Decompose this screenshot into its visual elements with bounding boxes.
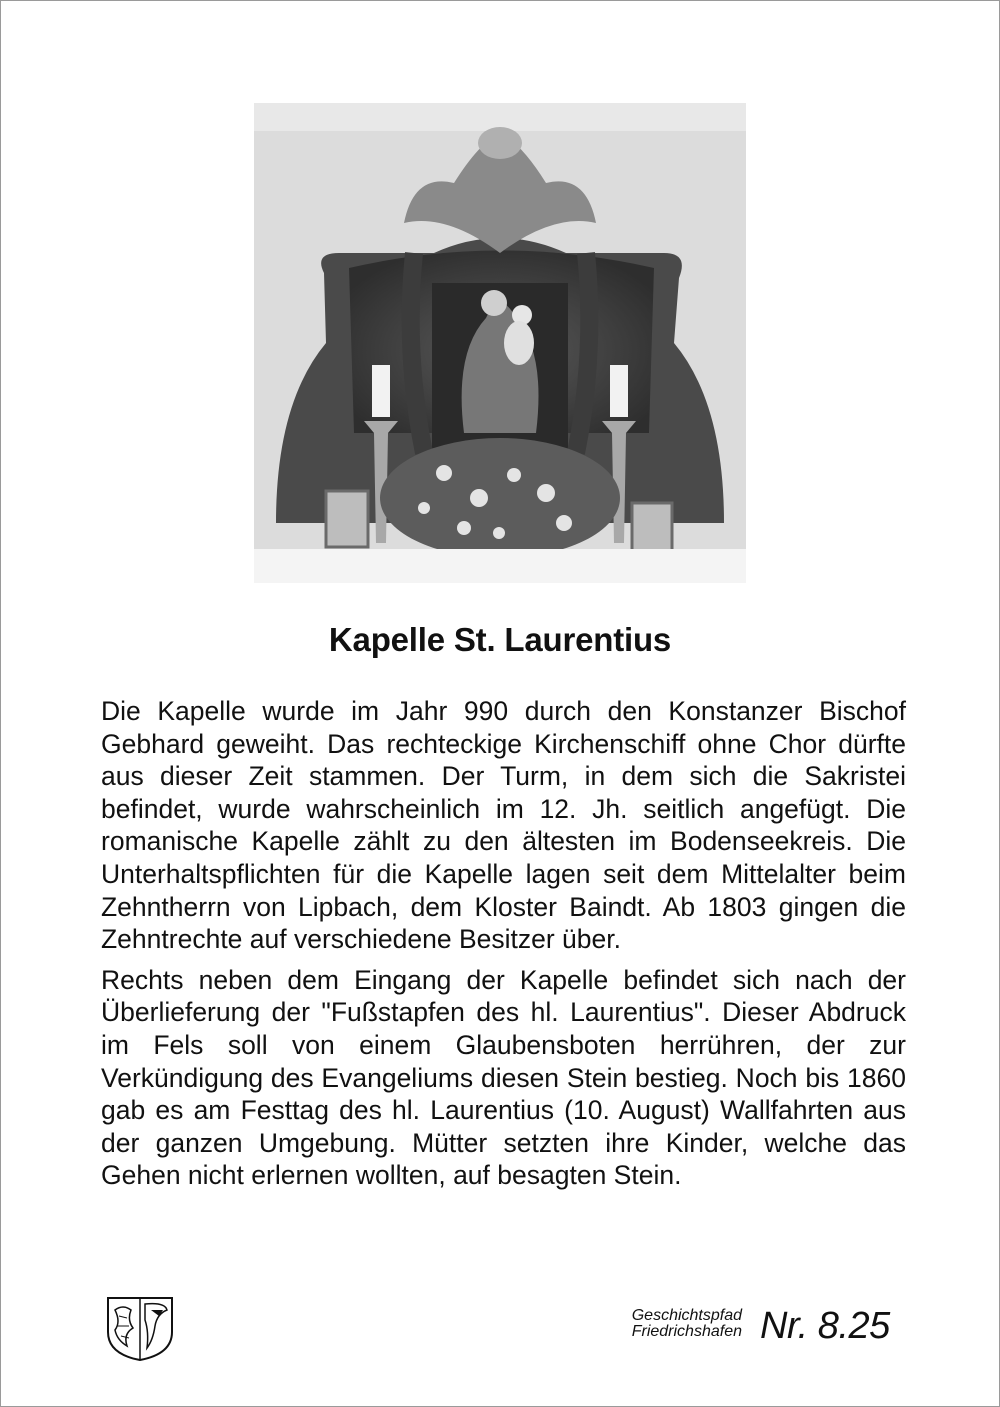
series-line-2: Friedrichshafen bbox=[631, 1323, 742, 1340]
paragraph-history: Die Kapelle wurde im Jahr 990 durch den Konstanzer Bischof Gebhard geweiht. Das rechteckige Kirchenschiff ohne Chor dürfte aus dieser Zeit stammen. Der Turm, in dem sich die Sakristei befindet, wurde wahrscheinlich im 12. Jh. seitlich angefügt. Die romanische Kapelle zählt zu den ältesten im Bodenseekreis. Die Unterhaltspflichten für die Kapelle lagen seit dem Mittelalter beim Zehntherrn von Lipbach, dem Kloster Baindt. Ab 1803 gingen die Zehntrechte auf verschiedene Besitzer über. bbox=[101, 696, 906, 955]
coat-of-arms-icon bbox=[105, 1296, 175, 1362]
body-text bbox=[101, 695, 906, 1200]
page-title: Kapelle St. Laurentius bbox=[328, 621, 672, 658]
series-line-1: Geschichtspfad bbox=[631, 1307, 742, 1324]
altar-photo bbox=[254, 103, 746, 583]
series-label bbox=[590, 1308, 742, 1340]
station-number: Nr. 8.25 bbox=[760, 1305, 890, 1347]
coat-of-arms bbox=[105, 1296, 175, 1362]
paragraph-legend: Rechts neben dem Eingang der Kapelle befindet sich nach der Überlieferung der "Fußstapfen des hl. Laurentius". Dieser Abdruck im Fels soll von einem Glaubensboten herrühren, der zur Verkündigung des Evangeliums diesen Stein bestieg. Noch bis 1860 gab es am Festtag des hl. Laurentius (10. August) Wallfahrten aus der ganzen Umgebung. Mütter setzten ihre Kinder, welche das Gehen nicht erlernen wollten, auf besagten Stein. bbox=[101, 964, 906, 1191]
altar-photo-icon bbox=[254, 103, 746, 583]
